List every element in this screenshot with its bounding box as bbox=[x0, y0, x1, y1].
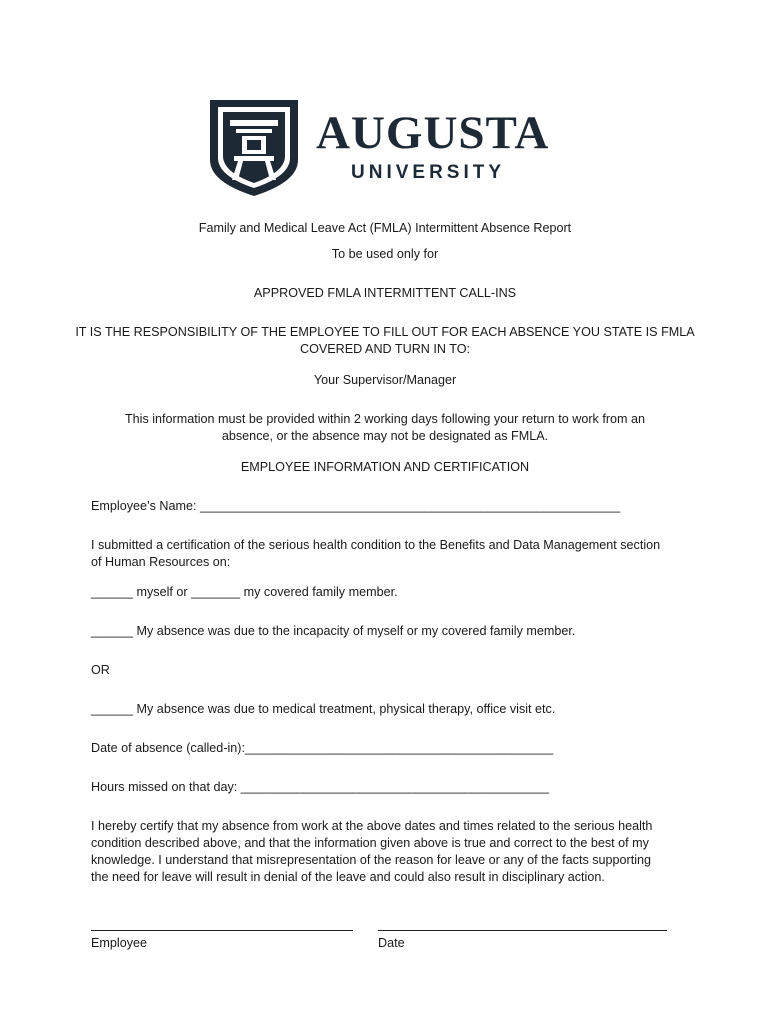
date-of-absence-field[interactable]: Date of absence (called-in):____________________________________________ bbox=[91, 741, 554, 755]
employee-signature-label: Employee bbox=[91, 936, 148, 950]
option-treatment[interactable]: ______ My absence was due to medical treatment, physical therapy, office visit etc. bbox=[91, 702, 556, 716]
employee-signature-line[interactable] bbox=[91, 930, 353, 931]
certify-line-4: the need for leave will result in denial of the leave and could also result in disciplinary action. bbox=[91, 870, 605, 884]
augusta-university-logo bbox=[206, 98, 566, 198]
certification-line-1: I submitted a certification of the serious health condition to the Benefits and Data Management section bbox=[91, 538, 661, 552]
section-title: EMPLOYEE INFORMATION AND CERTIFICATION bbox=[240, 460, 530, 474]
certify-line-2: condition described above, and that the information given above is true and correct to the best of my bbox=[91, 836, 649, 850]
certify-line-3: knowledge. I understand that misrepresentation of the reason for leave or any of the facts supporting bbox=[91, 853, 652, 867]
form-title: Family and Medical Leave Act (FMLA) Intermittent Absence Report bbox=[198, 221, 572, 235]
form-subtitle: To be used only for bbox=[331, 247, 439, 261]
employee-name-field[interactable]: Employee’s Name: ____________________________________________________________ bbox=[91, 499, 621, 513]
approved-heading: APPROVED FMLA INTERMITTENT CALL-INS bbox=[253, 286, 517, 300]
logo-name-line1: AUGUSTA bbox=[316, 107, 550, 159]
responsibility-line-2: COVERED AND TURN IN TO: bbox=[299, 342, 471, 356]
option-self-family[interactable]: ______ myself or _______ my covered family member. bbox=[91, 585, 398, 599]
logo-name-line2: UNIVERSITY bbox=[351, 162, 506, 183]
shield-tower-icon bbox=[206, 98, 302, 198]
recipient: Your Supervisor/Manager bbox=[313, 373, 457, 387]
option-incapacity[interactable]: ______ My absence was due to the incapacity of myself or my covered family member. bbox=[91, 624, 576, 638]
date-signature-line[interactable] bbox=[378, 930, 667, 931]
certify-line-1: I hereby certify that my absence from work at the above dates and times related to the serious health bbox=[91, 819, 653, 833]
deadline-line-2: absence, or the absence may not be designated as FMLA. bbox=[221, 429, 549, 443]
responsibility-line-1: IT IS THE RESPONSIBILITY OF THE EMPLOYEE TO FILL OUT FOR EACH ABSENCE YOU STATE IS FMLA bbox=[75, 325, 695, 339]
deadline-line-1: This information must be provided within 2 working days following your return to work from an bbox=[124, 412, 646, 426]
or-label: OR bbox=[91, 663, 110, 677]
certification-line-2: of Human Resources on: bbox=[91, 555, 231, 569]
date-signature-label: Date bbox=[378, 936, 405, 950]
hours-missed-field[interactable]: Hours missed on that day: ____________________________________________ bbox=[91, 780, 549, 794]
